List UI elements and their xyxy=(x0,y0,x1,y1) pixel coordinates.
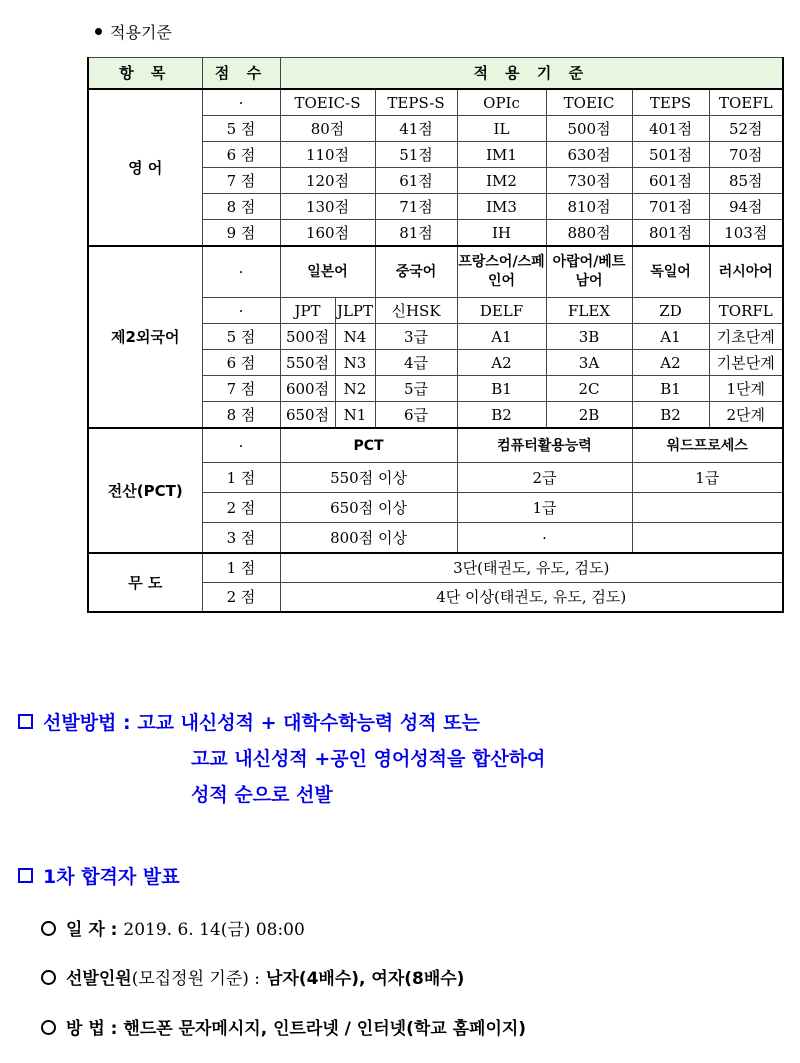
table-cell: 중국어 xyxy=(375,246,457,298)
table-cell: 3A xyxy=(546,350,632,376)
table-cell: A2 xyxy=(457,350,546,376)
table-cell: 6 점 xyxy=(202,142,280,168)
table-cell: N3 xyxy=(335,350,375,376)
table-cell: 71점 xyxy=(375,194,457,220)
table-cell: IH xyxy=(457,220,546,247)
table-cell: · xyxy=(202,246,280,298)
table-cell: 7 점 xyxy=(202,168,280,194)
table-cell: 3단(태권도, 유도, 검도) xyxy=(280,553,783,583)
table-cell: 801점 xyxy=(632,220,709,247)
table-cell: 1급 xyxy=(457,493,632,523)
table-cell: 핸드폰 문자메시지, 인트라넷 / 인터넷(학교 홈페이지) xyxy=(123,1019,527,1039)
checkbox-square-icon xyxy=(18,714,33,729)
table-cell: TORFL xyxy=(709,298,783,324)
table-cell: JPT xyxy=(280,298,335,324)
table-cell: 신HSK xyxy=(375,298,457,324)
table-cell: 650점 이상 xyxy=(280,493,457,523)
table-cell: 일본어 xyxy=(280,246,375,298)
table-cell: · xyxy=(457,523,632,554)
table-cell: 일 자 : xyxy=(66,920,118,940)
table-cell: 4급 xyxy=(375,350,457,376)
table-cell: B1 xyxy=(457,376,546,402)
table-cell: 3 점 xyxy=(202,523,280,554)
table-cell xyxy=(632,523,783,554)
table-cell: 650점 xyxy=(280,402,335,429)
table-cell: 2C xyxy=(546,376,632,402)
table-cell: 3B xyxy=(546,324,632,350)
table-cell: 8 점 xyxy=(202,402,280,429)
table-cell: 5 점 xyxy=(202,324,280,350)
table-cell: 880점 xyxy=(546,220,632,247)
table-cell: 85점 xyxy=(709,168,783,194)
table-cell: 120점 xyxy=(280,168,375,194)
checkbox-square-icon xyxy=(18,868,33,883)
table-cell: 남자(4배수), 여자(8배수) xyxy=(265,969,465,989)
table-cell: 51점 xyxy=(375,142,457,168)
announce-title xyxy=(18,862,180,889)
table-cell: · xyxy=(202,428,280,463)
header-item: 항 목 xyxy=(88,58,202,90)
table-cell: (모집정원 기준) : xyxy=(131,969,261,989)
table-cell: 선발인원 xyxy=(66,969,132,989)
circle-bullet-icon xyxy=(41,921,56,936)
table-cell: 2단계 xyxy=(709,402,783,429)
table-cell: 52점 xyxy=(709,116,783,142)
table-cell: PCT xyxy=(280,428,457,463)
table-cell: 110점 xyxy=(280,142,375,168)
table-cell: IL xyxy=(457,116,546,142)
table-cell: B1 xyxy=(632,376,709,402)
circle-bullet-icon xyxy=(41,1020,56,1035)
table-cell: 2급 xyxy=(457,463,632,493)
table-cell: TEPS-S xyxy=(375,89,457,116)
table-cell: 독일어 xyxy=(632,246,709,298)
table-cell: IM1 xyxy=(457,142,546,168)
category-computer: 전산(PCT) xyxy=(88,428,202,553)
selection-method xyxy=(18,705,546,806)
table-cell: 80점 xyxy=(280,116,375,142)
criteria-heading xyxy=(95,20,172,43)
table-cell: IM2 xyxy=(457,168,546,194)
table-cell: 방 법 : xyxy=(66,1019,118,1039)
table-cell: 1 점 xyxy=(202,463,280,493)
selection-line-2: 고교 내신성적 +공인 영어성적을 합산하여 xyxy=(191,748,546,770)
selection-line-3: 성적 순으로 선발 xyxy=(191,784,333,806)
table-cell: N4 xyxy=(335,324,375,350)
table-cell: A2 xyxy=(632,350,709,376)
header-score: 점 수 xyxy=(202,58,280,90)
table-cell: 70점 xyxy=(709,142,783,168)
table-cell: 아랍어/베트남어 xyxy=(546,246,632,298)
table-cell: 러시아어 xyxy=(709,246,783,298)
table-cell: A1 xyxy=(632,324,709,350)
table-row xyxy=(88,246,783,298)
table-cell: JLPT xyxy=(335,298,375,324)
table-cell: N1 xyxy=(335,402,375,429)
table-cell: 630점 xyxy=(546,142,632,168)
table-cell: 프랑스어/스페인어 xyxy=(457,246,546,298)
table-cell: 6 점 xyxy=(202,350,280,376)
table-cell: TOEFL xyxy=(709,89,783,116)
table-cell: 1급 xyxy=(632,463,783,493)
table-cell: ZD xyxy=(632,298,709,324)
table-header-row xyxy=(88,58,783,90)
table-cell: 기초단계 xyxy=(709,324,783,350)
table-cell: 401점 xyxy=(632,116,709,142)
table-cell: 550점 xyxy=(280,350,335,376)
table-cell: 8 점 xyxy=(202,194,280,220)
table-cell: 1차 합격자 발표 xyxy=(43,866,180,888)
table-cell: 550점 이상 xyxy=(280,463,457,493)
table-row xyxy=(88,89,783,116)
table-cell: N2 xyxy=(335,376,375,402)
table-cell: 1단계 xyxy=(709,376,783,402)
table-cell: B2 xyxy=(457,402,546,429)
table-cell: 기본단계 xyxy=(709,350,783,376)
bullet-dot-icon xyxy=(95,28,102,35)
table-cell: 3급 xyxy=(375,324,457,350)
selection-line-1: 선발방법 : 고교 내신성적 + 대학수학능력 성적 또는 xyxy=(43,712,480,734)
table-cell: 1 점 xyxy=(202,553,280,583)
table-cell: DELF xyxy=(457,298,546,324)
table-cell: 500점 xyxy=(546,116,632,142)
table-cell: 워드프로세스 xyxy=(632,428,783,463)
table-cell: TOEIC xyxy=(546,89,632,116)
table-cell: 7 점 xyxy=(202,376,280,402)
table-cell: 601점 xyxy=(632,168,709,194)
table-cell: 103점 xyxy=(709,220,783,247)
table-cell: 5 점 xyxy=(202,116,280,142)
header-criteria: 적 용 기 준 xyxy=(280,58,783,90)
category-second-language: 제2외국어 xyxy=(88,246,202,428)
table-cell: 500점 xyxy=(280,324,335,350)
table-cell: 5급 xyxy=(375,376,457,402)
table-cell: 94점 xyxy=(709,194,783,220)
table-cell: B2 xyxy=(632,402,709,429)
table-cell: 4단 이상(태권도, 유도, 검도) xyxy=(280,583,783,613)
table-cell: 800점 이상 xyxy=(280,523,457,554)
table-cell: 6급 xyxy=(375,402,457,429)
table-cell: 2 점 xyxy=(202,583,280,613)
table-cell: 600점 xyxy=(280,376,335,402)
table-cell: 81점 xyxy=(375,220,457,247)
table-cell: · xyxy=(202,89,280,116)
category-martial: 무 도 xyxy=(88,553,202,612)
category-english: 영 어 xyxy=(88,89,202,246)
table-cell: · xyxy=(202,298,280,324)
table-row xyxy=(88,553,783,583)
table-cell xyxy=(632,493,783,523)
table-cell: A1 xyxy=(457,324,546,350)
table-cell: 2019. 6. 14(금) 08:00 xyxy=(123,920,305,940)
table-cell: IM3 xyxy=(457,194,546,220)
criteria-heading-text: 적용기준 xyxy=(110,23,172,42)
table-cell: OPIc xyxy=(457,89,546,116)
table-cell: TEPS xyxy=(632,89,709,116)
table-cell: 61점 xyxy=(375,168,457,194)
table-cell: 810점 xyxy=(546,194,632,220)
table-cell: 130점 xyxy=(280,194,375,220)
table-cell: 160점 xyxy=(280,220,375,247)
circle-bullet-icon xyxy=(41,970,56,985)
table-cell: 730점 xyxy=(546,168,632,194)
table-cell: TOEIC-S xyxy=(280,89,375,116)
table-cell: FLEX xyxy=(546,298,632,324)
table-cell: 9 점 xyxy=(202,220,280,247)
announce-count xyxy=(41,964,464,989)
criteria-table xyxy=(87,57,784,613)
announce-method xyxy=(41,1014,526,1039)
table-cell: 501점 xyxy=(632,142,709,168)
table-cell: 2B xyxy=(546,402,632,429)
table-cell: 2 점 xyxy=(202,493,280,523)
table-cell: 41점 xyxy=(375,116,457,142)
table-cell: 701점 xyxy=(632,194,709,220)
announce-date xyxy=(41,915,305,940)
table-cell: 컴퓨터활용능력 xyxy=(457,428,632,463)
table-row xyxy=(88,428,783,463)
